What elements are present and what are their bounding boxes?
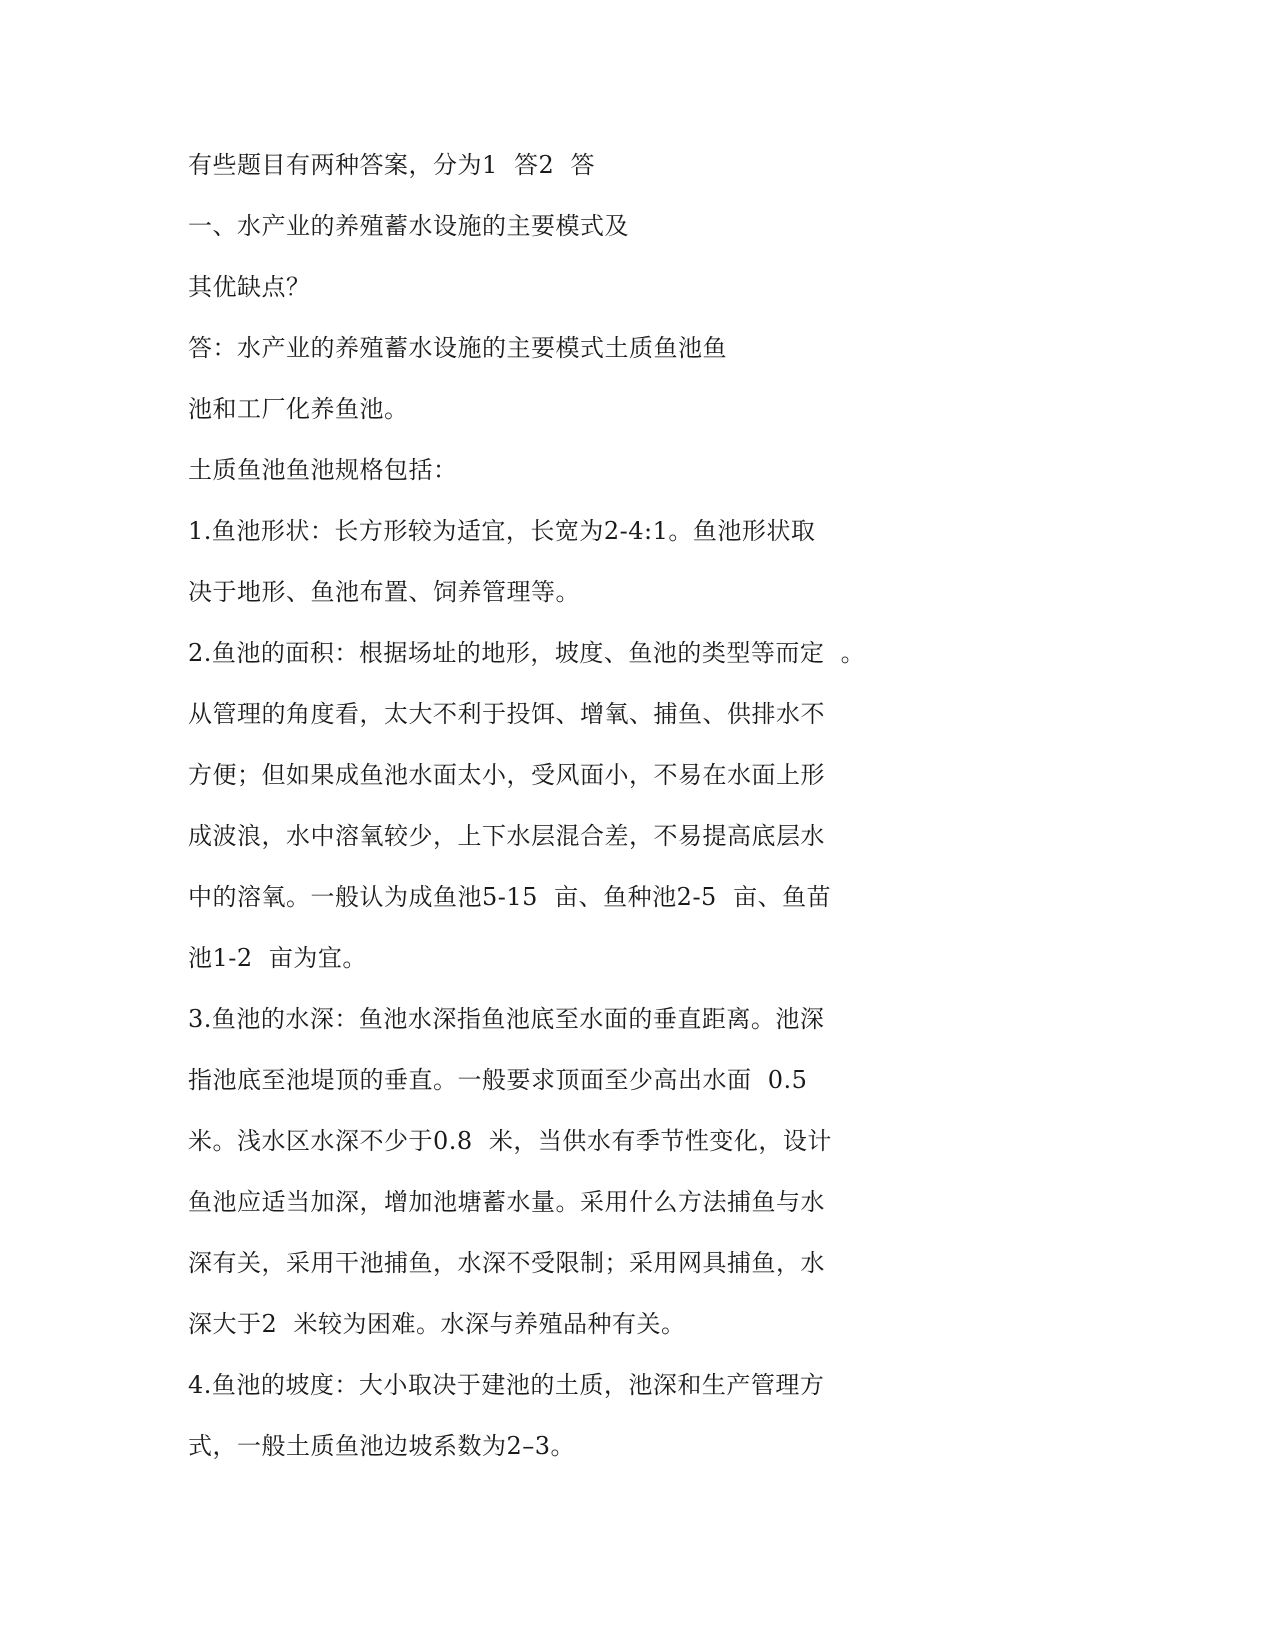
body-text xyxy=(188,142,888,1484)
text-line: 土质鱼池鱼池规格包括： xyxy=(188,456,458,484)
text-line: 深有关，采用干池捕鱼，水深不受限制；采用网具捕鱼，水 xyxy=(188,1249,825,1277)
text-line: 4.鱼池的坡度：大小取决于建池的土质，池深和生产管理方 xyxy=(188,1371,825,1399)
text-line: 从管理的角度看，太大不利于投饵、增氧、捕鱼、供排水不 xyxy=(188,700,825,728)
text-line: 成波浪，水中溶氧较少，上下水层混合差，不易提高底层水 xyxy=(188,822,825,850)
text-line: 1.鱼池形状：长方形较为适宜，长宽为2-4:1。鱼池形状取 xyxy=(188,517,816,545)
text-line: 方便；但如果成鱼池水面太小，受风面小，不易在水面上形 xyxy=(188,761,825,789)
text-line: 鱼池应适当加深，增加池塘蓄水量。采用什么方法捕鱼与水 xyxy=(188,1188,825,1216)
text-line: 米。浅水区水深不少于0.8 米，当供水有季节性变化，设计 xyxy=(188,1127,832,1155)
text-line: 式，一般土质鱼池边坡系数为2–3。 xyxy=(188,1432,576,1460)
text-line: 池和工厂化养鱼池。 xyxy=(188,395,409,423)
text-line: 其优缺点？ xyxy=(188,273,311,301)
text-line: 指池底至池堤顶的垂直。一般要求顶面至少高出水面 0.5 xyxy=(188,1066,808,1094)
text-line: 深大于2 米较为困难。水深与养殖品种有关。 xyxy=(188,1310,686,1338)
text-line: 3.鱼池的水深：鱼池水深指鱼池底至水面的垂直距离。池深 xyxy=(188,1005,825,1033)
text-line: 池1-2 亩为宜。 xyxy=(188,944,367,972)
text-line: 中的溶氧。一般认为成鱼池5-15 亩、鱼种池2-5 亩、鱼苗 xyxy=(188,883,832,911)
text-line: 答：水产业的养殖蓄水设施的主要模式土质鱼池鱼 xyxy=(188,334,727,362)
text-line: 一、水产业的养殖蓄水设施的主要模式及 xyxy=(188,212,629,240)
text-line: 决于地形、鱼池布置、饲养管理等。 xyxy=(188,578,580,606)
text-line: 有些题目有两种答案，分为1 答2 答 xyxy=(188,151,596,179)
text-line: 2.鱼池的面积：根据场址的地形，坡度、鱼池的类型等而定 。 xyxy=(188,639,866,667)
